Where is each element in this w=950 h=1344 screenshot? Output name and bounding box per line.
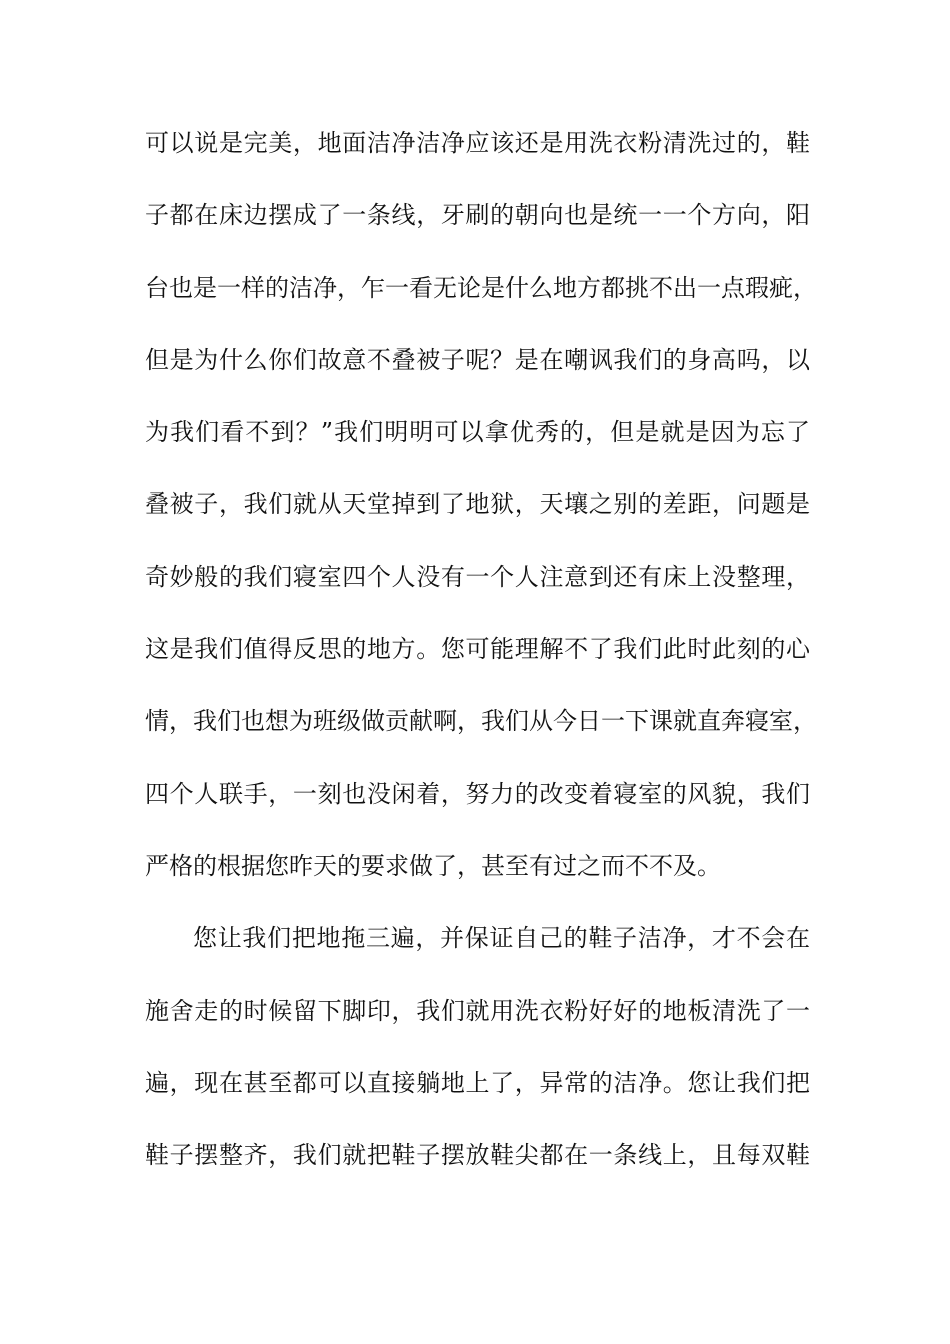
text-line: 情，我们也想为班级做贡献啊，我们从今日一下课就直奔寝室， — [145, 707, 817, 736]
paragraph-start-line: 您让我们把地拖三遍，并保证自己的鞋子洁净，才不会在 — [193, 924, 810, 953]
text-line: 为我们看不到？”我们明明可以拿优秀的，但是就是因为忘了 — [145, 418, 810, 447]
text-line: 这是我们值得反思的地方。您可能理解不了我们此时此刻的心 — [145, 635, 810, 664]
text-line: 四个人联手，一刻也没闲着，努力的改变着寝室的风貌，我们 — [145, 779, 810, 808]
text-line: 台也是一样的洁净，乍一看无论是什么地方都挑不出一点瑕疵， — [145, 273, 817, 302]
text-line: 但是为什么你们故意不叠被子呢？是在嘲讽我们的身高吗，以 — [145, 345, 810, 374]
text-line: 遍，现在甚至都可以直接躺地上了，异常的洁净。您让我们把 — [145, 1068, 810, 1097]
text-line: 鞋子摆整齐，我们就把鞋子摆放鞋尖都在一条线上，且每双鞋 — [145, 1141, 810, 1170]
text-line: 可以说是完美，地面洁净洁净应该还是用洗衣粉清洗过的，鞋 — [145, 129, 810, 157]
text-line: 施舍走的时候留下脚印，我们就用洗衣粉好好的地板清洗了一 — [145, 996, 810, 1025]
body-text — [145, 129, 817, 1215]
text-line: 严格的根据您昨天的要求做了，甚至有过之而不不及。 — [145, 851, 721, 880]
text-line: 叠被子，我们就从天堂掉到了地狱，天壤之别的差距，问题是 — [145, 490, 810, 519]
text-line: 子都在床边摆成了一条线，牙刷的朝向也是统一一个方向，阳 — [145, 201, 810, 230]
text-line: 奇妙般的我们寝室四个人没有一个人注意到还有床上没整理， — [145, 562, 810, 591]
